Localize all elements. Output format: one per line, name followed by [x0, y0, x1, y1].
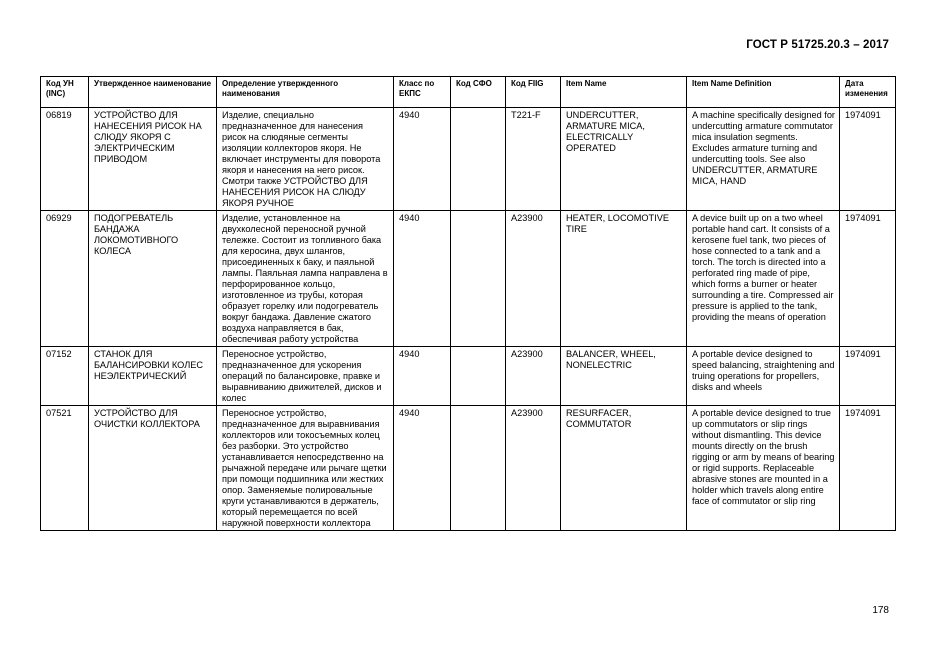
col-header-fiig: Код FIIG [506, 77, 561, 108]
cell-date: 1974091 [840, 211, 896, 347]
cell-code: 06929 [41, 211, 89, 347]
cell-code: 06819 [41, 108, 89, 211]
cell-date: 1974091 [840, 406, 896, 531]
cell-item-name: UNDERCUTTER, ARMATURE MICA, ELECTRICALLY OPERATED [561, 108, 687, 211]
col-header-date: Дата изменения [840, 77, 896, 108]
cell-class: 4940 [394, 108, 451, 211]
cell-sfo [451, 347, 506, 406]
col-header-definition: Определение утвержденного наименования [217, 77, 394, 108]
cell-approved-name: УСТРОЙСТВО ДЛЯ НАНЕСЕНИЯ РИСОК НА СЛЮДУ ЯКОРЯ С ЭЛЕКТРИЧЕСКИМ ПРИВОДОМ [89, 108, 217, 211]
table-row [41, 211, 896, 347]
cell-item-definition: A device built up on a two wheel portable hand cart. It consists of a kerosene fuel tank, two pieces of hose connected to a tank and a torch. The torch is directed into a perforated ring made of pipe, which forms a burner or heater surrounding a tire. Compressed air pressure is applied to the tank, providing the means of operation [687, 211, 840, 347]
cell-item-name: BALANCER, WHEEL, NONELECTRIC [561, 347, 687, 406]
cell-sfo [451, 406, 506, 531]
cell-approved-name: ПОДОГРЕВАТЕЛЬ БАНДАЖА ЛОКОМОТИВНОГО КОЛЕСА [89, 211, 217, 347]
col-header-code: Код УН (INC) [41, 77, 89, 108]
cell-item-definition: A portable device designed to true up commutators or slip rings without dismantling. This device mounts directly on the brush rigging or arm by means of bearing or rigid supports. Replaceable abrasive stones are mounted in a holder which travels along entire face of commutator or slip ring [687, 406, 840, 531]
cell-fiig: A23900 [506, 406, 561, 531]
cell-class: 4940 [394, 406, 451, 531]
cell-fiig: A23900 [506, 211, 561, 347]
table-row [41, 406, 896, 531]
cell-class: 4940 [394, 211, 451, 347]
cell-code: 07152 [41, 347, 89, 406]
catalog-table [40, 76, 896, 531]
cell-date: 1974091 [840, 347, 896, 406]
cell-definition: Переносное устройство, предназначенное для выравнивания коллекторов или токосъемных колец без разборки. Это устройство устанавливается непосредственно на рычажной передаче или рычаге щетки при помощи подшипника или жестких опор. Заменяемые полировальные круги устанавливаются в держатель, который перемещается по всей наружной поверхности коллектора [217, 406, 394, 531]
cell-sfo [451, 211, 506, 347]
cell-approved-name: УСТРОЙСТВО ДЛЯ ОЧИСТКИ КОЛЛЕКТОРА [89, 406, 217, 531]
cell-definition: Изделие, специально предназначенное для нанесения рисок на слюдяные сегменты изоляции коллекторов якоря. Не включает инструменты для поворота якоря и нанесения на него рисок. Смотри также УСТРОЙСТВО ДЛЯ НАНЕСЕНИЯ РИСОК НА СЛЮДУ ЯКОРЯ РУЧНОЕ [217, 108, 394, 211]
cell-sfo [451, 108, 506, 211]
cell-fiig: T221-F [506, 108, 561, 211]
table-row [41, 108, 896, 211]
cell-item-name: RESURFACER, COMMUTATOR [561, 406, 687, 531]
table-header-row [41, 77, 896, 108]
cell-item-name: HEATER, LOCOMOTIVE TIRE [561, 211, 687, 347]
cell-code: 07521 [41, 406, 89, 531]
cell-fiig: A23900 [506, 347, 561, 406]
document-header: ГОСТ Р 51725.20.3 – 2017 [746, 39, 889, 51]
cell-definition: Изделие, установленное на двухколесной переносной ручной тележке. Состоит из топливного бака для керосина, двух шлангов, присоединенных к баку, и паяльной лампы. Паяльная лампа направлена в перфорированное кольцо, изготовленное из трубы, которая образует горелку или подогреватель вокруг бандажа. Давление сжатого воздуха направляется в бак, обеспечивая работу устройства [217, 211, 394, 347]
cell-item-definition: A portable device designed to speed balancing, straightening and truing operations for propellers, disks and wheels [687, 347, 840, 406]
col-header-sfo: Код СФО [451, 77, 506, 108]
col-header-item-definition: Item Name Definition [687, 77, 840, 108]
cell-item-definition: A machine specifically designed for undercutting armature commutator mica insulation segments. Excludes armature turning and undercutting tools. See also UNDERCUTTER, ARMATURE MICA, HAND [687, 108, 840, 211]
cell-definition: Переносное устройство, предназначенное для ускорения операций по балансировке, правке и выравниванию движителей, дисков и колес [217, 347, 394, 406]
cell-class: 4940 [394, 347, 451, 406]
col-header-item-name: Item Name [561, 77, 687, 108]
col-header-class: Класс по ЕКПС [394, 77, 451, 108]
col-header-approved-name: Утвержденное наименование [89, 77, 217, 108]
page-number: 178 [872, 605, 889, 616]
cell-approved-name: СТАНОК ДЛЯ БАЛАНСИРОВКИ КОЛЕС НЕЭЛЕКТРИЧЕСКИЙ [89, 347, 217, 406]
cell-date: 1974091 [840, 108, 896, 211]
table-row [41, 347, 896, 406]
